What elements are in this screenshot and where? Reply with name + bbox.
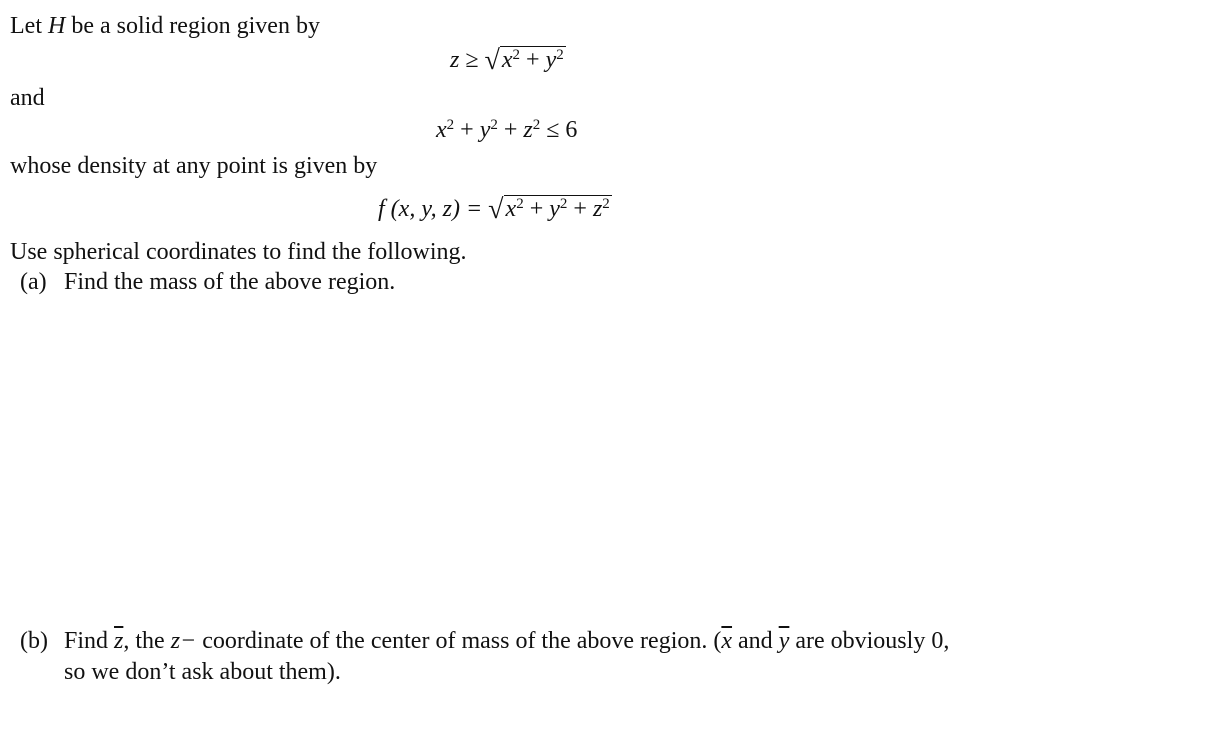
inequality-cone: [450, 45, 566, 74]
exponent: 2: [516, 196, 524, 212]
z-coordinate-symbol: z−: [170, 628, 197, 654]
plus-sign: +: [523, 196, 550, 222]
sqrt-expression: [488, 194, 612, 223]
part-b-text: and: [732, 628, 779, 654]
radical-sign: √: [484, 45, 500, 76]
part-a-text: Find the mass of the above region.: [64, 269, 396, 295]
plus-sign: +: [567, 196, 593, 222]
exponent: 2: [602, 196, 610, 212]
part-b-text: , the: [123, 628, 171, 654]
var-x: x: [501, 47, 513, 73]
radicand: [504, 195, 612, 222]
exponent: 2: [532, 117, 541, 133]
eq3-lhs: f (x, y, z) =: [378, 196, 489, 222]
part-b-text: are obviously 0,: [789, 628, 950, 654]
exponent: 2: [490, 117, 498, 133]
radical-sign: √: [488, 194, 504, 225]
var-y: y: [479, 117, 491, 143]
intro-text: Let: [10, 13, 48, 39]
x-bar: $\overline{x}$: [721, 628, 733, 654]
exponent: 2: [446, 117, 455, 133]
inequality-sphere: [436, 116, 577, 144]
density-text: whose density at any point is given by: [10, 153, 378, 179]
exponent: 2: [556, 47, 564, 63]
var-z: z: [592, 196, 603, 222]
instruction-text: Use spherical coordinates to find the following.: [10, 239, 467, 265]
var-x: x: [436, 117, 447, 143]
intro-line-1: [10, 12, 320, 40]
density-function: [378, 194, 612, 223]
radicand: [500, 46, 566, 73]
and-text: and: [10, 85, 45, 111]
exponent: 2: [512, 47, 521, 63]
intro-text-rest: be a solid region given by: [65, 13, 320, 39]
region-variable: H: [47, 13, 66, 39]
exponent: 2: [559, 196, 568, 212]
part-b-line-2: so we don’t ask about them).: [64, 659, 341, 685]
y-bar: $\overline{y}$: [778, 628, 790, 654]
z-bar: $\overline{z}$: [114, 628, 124, 654]
part-b-text: coordinate of the center of mass of the above region. (: [196, 628, 722, 654]
sqrt-expression: [485, 45, 566, 74]
part-b-tag: (b): [20, 628, 48, 654]
part-b-text: Find: [64, 628, 115, 654]
var-y: y: [549, 196, 560, 222]
var-y: y: [545, 47, 557, 73]
part-b-line-1: [20, 626, 1170, 657]
part-a: [20, 267, 395, 298]
var-z: z: [523, 117, 533, 143]
eq1-lhs: z ≥: [450, 47, 485, 73]
plus-sign: +: [497, 117, 524, 143]
plus-sign: +: [454, 117, 480, 143]
part-b: [20, 626, 1170, 688]
eq2-rhs: ≤ 6: [546, 117, 578, 143]
plus-sign: +: [520, 47, 546, 73]
var-x: x: [505, 196, 517, 222]
part-a-tag: (a): [20, 269, 47, 295]
